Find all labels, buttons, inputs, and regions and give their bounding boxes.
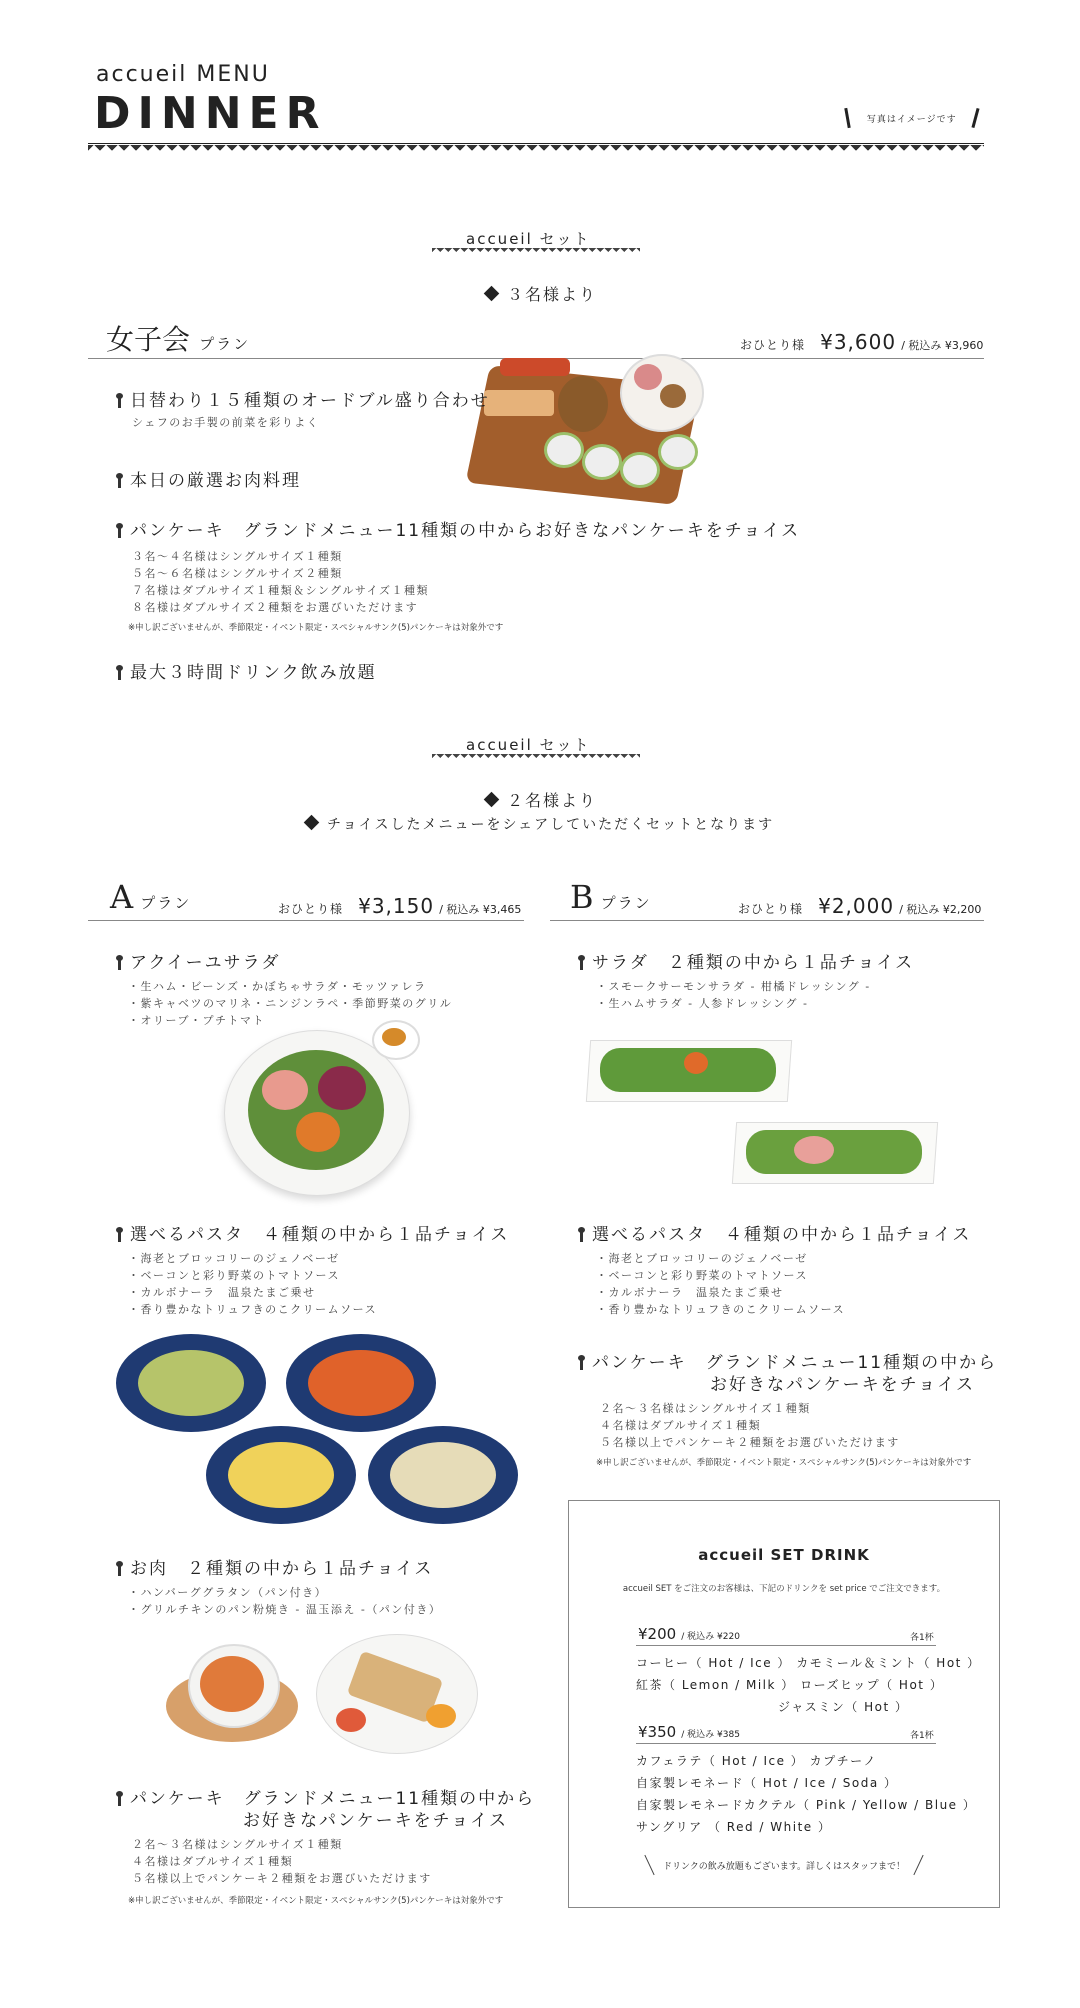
planB-pasta-sub-2: ・ベーコンと彩り野菜のトマトソース [596, 1269, 808, 1282]
planA-pasta-image [116, 1330, 526, 1530]
drink-tier2-rule [636, 1743, 936, 1744]
drink-tier1-item-3: ジャスミン（ Hot ） [778, 1700, 909, 1714]
set1-plan-name: 女子会 プラン [106, 323, 251, 356]
drink-tier1-each: 各1杯 [910, 1633, 934, 1643]
set1-pancake-note: ※申し訳ございませんが、季節限定・イベント限定・スペシャルサンク(5)パンケーキは対象外です [128, 623, 504, 633]
set2-label: accueil セット [466, 736, 591, 754]
planA-pasta-sub-1: ・海老とブロッコリーのジェノベーゼ [128, 1252, 340, 1265]
planB-pancake-note: ※申し訳ございませんが、季節限定・イベント限定・スペシャルサンク(5)パンケーキは対象外です [596, 1458, 972, 1468]
planA-pancake-title-2: お好きなパンケーキをチョイス [243, 1811, 508, 1831]
planB-salad-title: サラダ ２種類の中から１品チョイス [580, 948, 914, 973]
planA-pancake-sub-1: ２名～３名様はシングルサイズ１種類 [132, 1838, 343, 1851]
header-rule [88, 143, 984, 144]
pin-icon [580, 956, 583, 970]
planB-pasta-sub-4: ・香り豊かなトリュフきのこクリームソース [596, 1303, 846, 1316]
planA-pasta-sub-2: ・ベーコンと彩り野菜のトマトソース [128, 1269, 340, 1282]
drink-footer: ドリンクの飲み放題もございます。詳しくはスタッフまで！ [568, 1854, 1000, 1876]
planA-pancake-sub-2: ４名様はダブルサイズ１種類 [132, 1855, 294, 1868]
set1-pancake-sub-3: ７名様はダブルサイズ１種類＆シングルサイズ１種類 [132, 584, 429, 597]
planA-salad-sub-1: ・生ハム・ビーンズ・かぼちゃサラダ・モッツァレラ [128, 980, 427, 993]
set1-item-appetizer: 日替わり１５種類のオードブル盛り合わせ [118, 386, 490, 411]
pin-icon [118, 1562, 121, 1576]
drink-tier2-item-3: 自家製レモネードカクテル（ Pink / Yellow / Blue ） [636, 1798, 977, 1812]
planA-meat-title: お肉 ２種類の中から１品チョイス [118, 1554, 433, 1579]
fork-icon [844, 108, 850, 128]
pin-icon [580, 1356, 583, 1370]
planB-pancake-title: パンケーキ グランドメニュー11種類の中から [580, 1348, 997, 1373]
drink-tier2-item-2: 自家製レモネード（ Hot / Ice / Soda ） [636, 1776, 898, 1790]
set1-pancake-sub-2: ５名～６名様はシングルサイズ２種類 [132, 567, 343, 580]
set1-item-drinks: 最大３時間ドリンク飲み放題 [118, 658, 377, 683]
drink-tier1-rule [636, 1645, 936, 1646]
drink-intro: accueil SET をご注文のお客様は、下記のドリンクを set price でご注文できます。 [622, 1584, 946, 1594]
set2-label-zigzag [432, 754, 640, 762]
set1-item-meat: 本日の厳選お肉料理 [118, 466, 301, 491]
pin-icon [118, 524, 121, 538]
planA-meat-image [166, 1630, 486, 1758]
set1-price: おひとり様 ¥3,600 / 税込み ¥3,960 [740, 330, 984, 354]
planA-pasta-title: 選べるパスタ ４種類の中から１品チョイス [118, 1220, 509, 1245]
drink-tier1-item-1: コーヒー（ Hot / Ice ） カモミール＆ミント（ Hot ） [636, 1656, 981, 1670]
appetizer-platter-image [470, 336, 702, 506]
header-zigzag [88, 145, 984, 157]
set2-share: チョイスしたメニューをシェアしていただくセットとなります [306, 814, 774, 834]
set1-pancake-sub-4: ８名様はダブルサイズ２種類をお選びいただけます [132, 601, 419, 614]
drink-tier2-item-4: サングリア （ Red / White ） [636, 1820, 832, 1834]
diamond-icon [304, 815, 320, 831]
planB-rule [550, 920, 984, 921]
knife-icon [972, 108, 980, 128]
planB-salad-image [584, 1030, 944, 1190]
pin-icon [118, 1792, 121, 1806]
planB-pancake-sub-3: ５名様以上でパンケーキ２種類をお選びいただけます [600, 1436, 900, 1449]
planA-pancake-sub-3: ５名様以上でパンケーキ２種類をお選びいただけます [132, 1872, 432, 1885]
planA-heading: A プラン [110, 878, 192, 916]
pin-icon [580, 1228, 583, 1242]
planA-meat-sub-2: ・グリルチキンのパン粉焼き - 温玉添え -（パン付き） [128, 1603, 442, 1616]
set2-guests: ２名様より [486, 788, 597, 811]
drink-tier1-item-2: 紅茶（ Lemon / Milk ） ローズヒップ（ Hot ） [636, 1678, 944, 1692]
planA-price: おひとり様 ¥3,150 / 税込み ¥3,465 [278, 894, 522, 918]
pin-icon [118, 474, 121, 488]
page-title: DINNER [94, 88, 327, 139]
planB-pancake-title-2: お好きなパンケーキをチョイス [710, 1375, 975, 1395]
diamond-icon [484, 286, 500, 302]
planB-salad-sub-1: ・スモークサーモンサラダ - 柑橘ドレッシング - [596, 980, 871, 993]
planB-pasta-sub-1: ・海老とブロッコリーのジェノベーゼ [596, 1252, 808, 1265]
planA-salad-sub-3: ・オリーブ・プチトマト [128, 1014, 265, 1027]
drink-tier2-each: 各1杯 [910, 1731, 934, 1741]
planA-meat-sub-1: ・ハンバーググラタン（パン付き） [128, 1586, 328, 1599]
pin-icon [118, 666, 121, 680]
drink-title: accueil SET DRINK [698, 1546, 870, 1564]
set1-label: accueil セット [466, 230, 591, 248]
planA-pancake-note: ※申し訳ございませんが、季節限定・イベント限定・スペシャルサンク(5)パンケーキは対象外です [128, 1896, 504, 1906]
set1-item-appetizer-sub: シェフのお手製の前菜を彩りよく [132, 416, 320, 429]
set1-item-pancake: パンケーキ グランドメニュー11種類の中からお好きなパンケーキをチョイス [118, 516, 800, 541]
pin-icon [118, 394, 121, 408]
slash-right-icon [913, 1855, 923, 1875]
planA-salad-title: アクイーユサラダ [118, 948, 280, 973]
planA-pasta-sub-4: ・香り豊かなトリュフきのこクリームソース [128, 1303, 378, 1316]
set1-guests: ３名様より [486, 282, 597, 305]
diamond-icon [484, 792, 500, 808]
drink-tier2-item-1: カフェラテ（ Hot / Ice ） カプチーノ [636, 1754, 877, 1768]
planB-pasta-title: 選べるパスタ ４種類の中から１品チョイス [580, 1220, 971, 1245]
planB-pancake-sub-1: ２名～３名様はシングルサイズ１種類 [600, 1402, 811, 1415]
planA-rule [88, 920, 524, 921]
planA-pancake-title: パンケーキ グランドメニュー11種類の中から [118, 1784, 535, 1809]
pin-icon [118, 956, 121, 970]
planB-salad-sub-2: ・生ハムサラダ - 人参ドレッシング - [596, 997, 809, 1010]
planB-heading: B プラン [570, 878, 652, 916]
brand-line: accueil MENU [96, 62, 270, 87]
planA-salad-sub-2: ・紫キャベツのマリネ・ニンジンラペ・季節野菜のグリル [128, 997, 453, 1010]
drink-tier2-price: ¥350 / 税込み ¥385 [638, 1723, 740, 1741]
planA-salad-image [222, 1020, 422, 1200]
drink-tier1-price: ¥200 / 税込み ¥220 [638, 1625, 740, 1643]
photo-note: 写真はイメージです [846, 108, 977, 128]
slash-left-icon [644, 1855, 654, 1875]
set1-pancake-sub-1: ３名～４名様はシングルサイズ１種類 [132, 550, 343, 563]
set1-label-zigzag [432, 248, 640, 256]
planB-pancake-sub-2: ４名様はダブルサイズ１種類 [600, 1419, 762, 1432]
planA-pasta-sub-3: ・カルボナーラ 温泉たまご乗せ [128, 1286, 316, 1299]
pin-icon [118, 1228, 121, 1242]
planB-price: おひとり様 ¥2,000 / 税込み ¥2,200 [738, 894, 982, 918]
planB-pasta-sub-3: ・カルボナーラ 温泉たまご乗せ [596, 1286, 784, 1299]
